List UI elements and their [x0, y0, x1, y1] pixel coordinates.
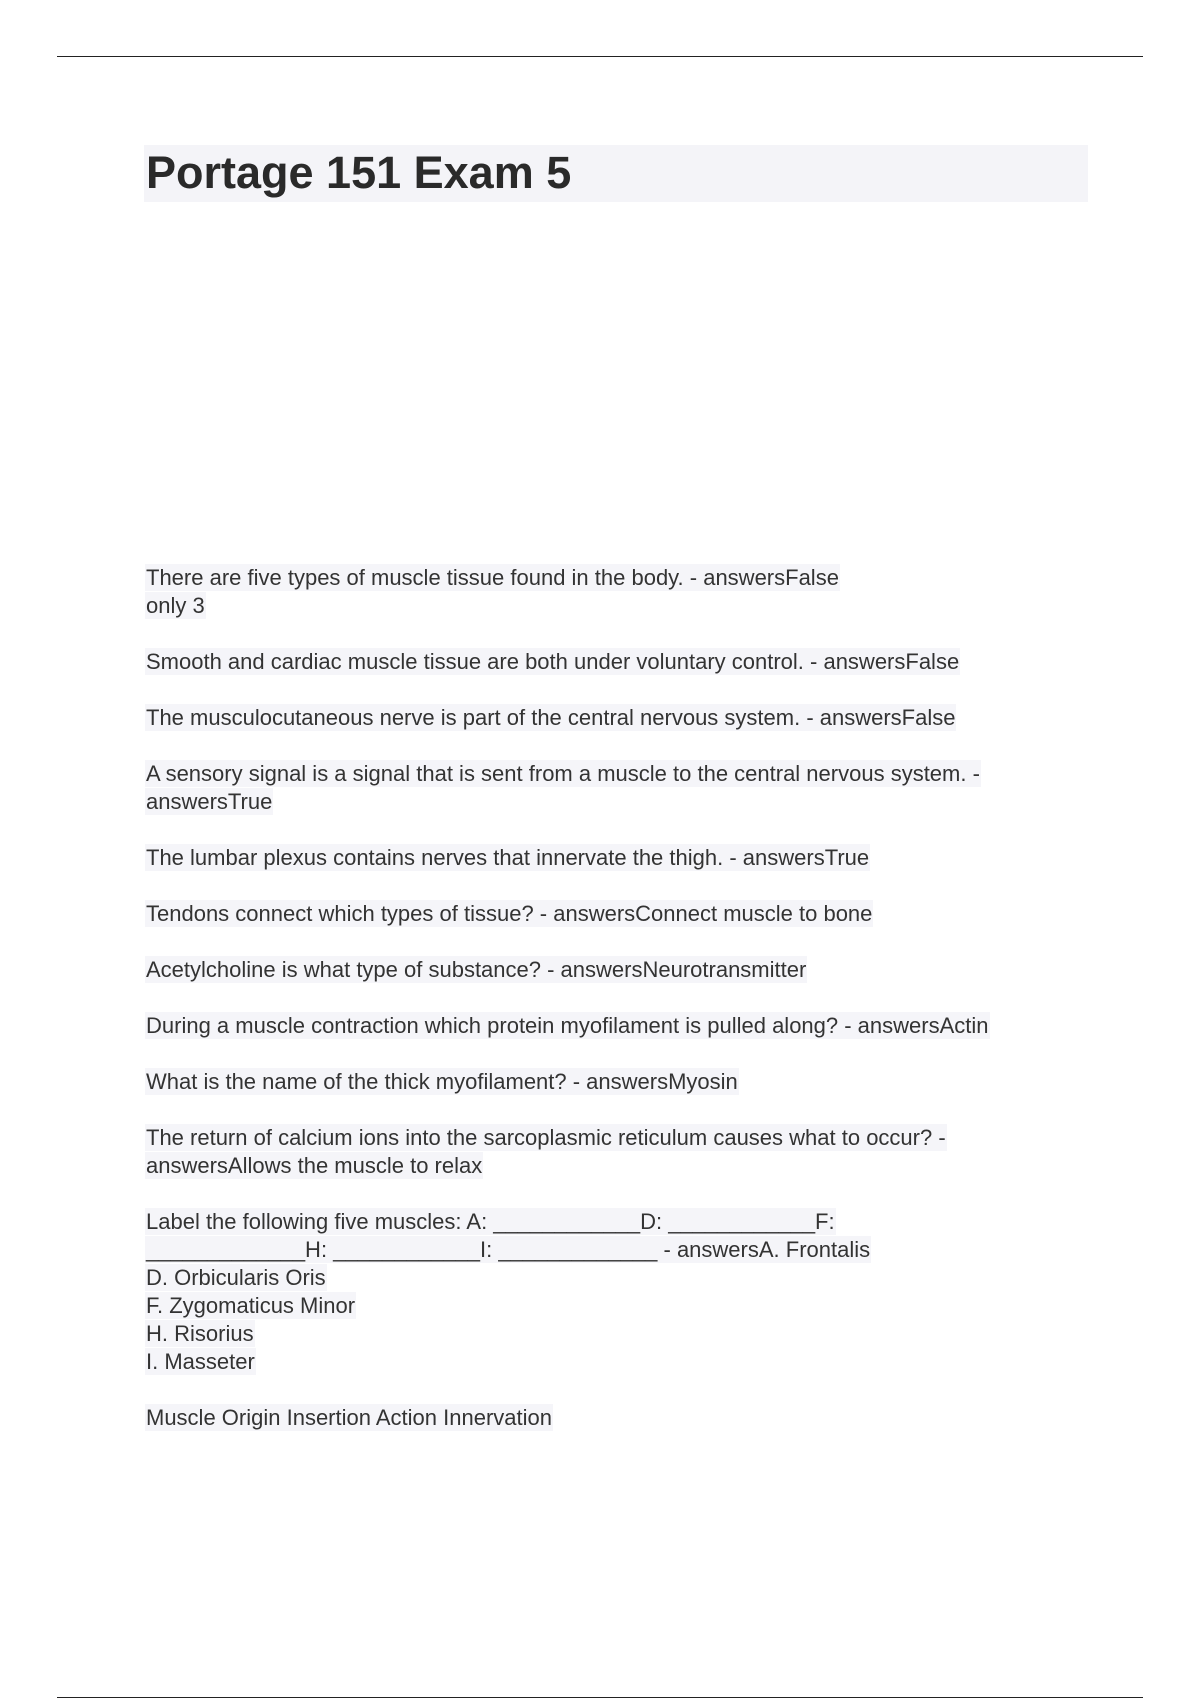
qa-line-text: The musculocutaneous nerve is part of the central nervous system. - answersFalse [146, 705, 956, 730]
qa-line-text: What is the name of the thick myofilament? - answersMyosin [146, 1069, 738, 1094]
qa-item [146, 1012, 1086, 1040]
qa-item [146, 704, 1086, 732]
qa-line-text: _____________H: ____________I: _____________ - answersA. Frontalis [146, 1237, 871, 1262]
qa-line-text: Smooth and cardiac muscle tissue are both under voluntary control. - answersFalse [146, 649, 960, 674]
qa-line-text: Tendons connect which types of tissue? - answersConnect muscle to bone [146, 901, 873, 926]
qa-line [146, 1068, 1086, 1096]
qa-line-text: F. Zygomaticus Minor [146, 1293, 356, 1318]
qa-line [146, 1404, 1086, 1432]
qa-item [146, 648, 1086, 676]
qa-line [146, 704, 1086, 732]
qa-line-text: D. Orbicularis Oris [146, 1265, 326, 1290]
qa-line [146, 1264, 1086, 1292]
qa-item [146, 760, 1086, 816]
qa-line [146, 1012, 1086, 1040]
qa-line [146, 1236, 1086, 1264]
qa-line [146, 844, 1086, 872]
bottom-rule [57, 1697, 1143, 1698]
qa-line-text: The lumbar plexus contains nerves that innervate the thigh. - answersTrue [146, 845, 870, 870]
qa-line [146, 788, 1086, 816]
qa-line [146, 1320, 1086, 1348]
qa-item [146, 1404, 1086, 1432]
qa-line-text: Muscle Origin Insertion Action Innervation [146, 1405, 552, 1430]
qa-line [146, 956, 1086, 984]
qa-line-text: answersAllows the muscle to relax [146, 1153, 483, 1178]
qa-item [146, 844, 1086, 872]
qa-line-text: During a muscle contraction which protein myofilament is pulled along? - answersActin [146, 1013, 989, 1038]
qa-item [146, 1068, 1086, 1096]
qa-line [146, 564, 1086, 592]
qa-list [146, 564, 1086, 1460]
qa-line-text: answersTrue [146, 789, 273, 814]
qa-line [146, 1292, 1086, 1320]
qa-line-text: H. Risorius [146, 1321, 254, 1346]
qa-line [146, 900, 1086, 928]
qa-item [146, 900, 1086, 928]
qa-line-text: Label the following five muscles: A: ____________D: ____________F: [146, 1209, 835, 1234]
top-rule [57, 56, 1143, 57]
qa-line [146, 648, 1086, 676]
qa-line-text: I. Masseter [146, 1349, 255, 1374]
qa-line-text: only 3 [146, 593, 205, 618]
qa-line [146, 1152, 1086, 1180]
qa-item [146, 564, 1086, 620]
qa-item [146, 1208, 1086, 1376]
page-title: Portage 151 Exam 5 [146, 147, 572, 198]
qa-line [146, 1208, 1086, 1236]
qa-line-text: There are five types of muscle tissue found in the body. - answersFalse [146, 565, 839, 590]
qa-line-text: Acetylcholine is what type of substance? - answersNeurotransmitter [146, 957, 807, 982]
qa-item [146, 1124, 1086, 1180]
qa-line-text: The return of calcium ions into the sarcoplasmic reticulum causes what to occur? - [146, 1125, 946, 1150]
qa-line [146, 1348, 1086, 1376]
qa-line [146, 1124, 1086, 1152]
qa-line [146, 592, 1086, 620]
qa-item [146, 956, 1086, 984]
qa-line [146, 760, 1086, 788]
qa-line-text: A sensory signal is a signal that is sent from a muscle to the central nervous system. - [146, 761, 980, 786]
